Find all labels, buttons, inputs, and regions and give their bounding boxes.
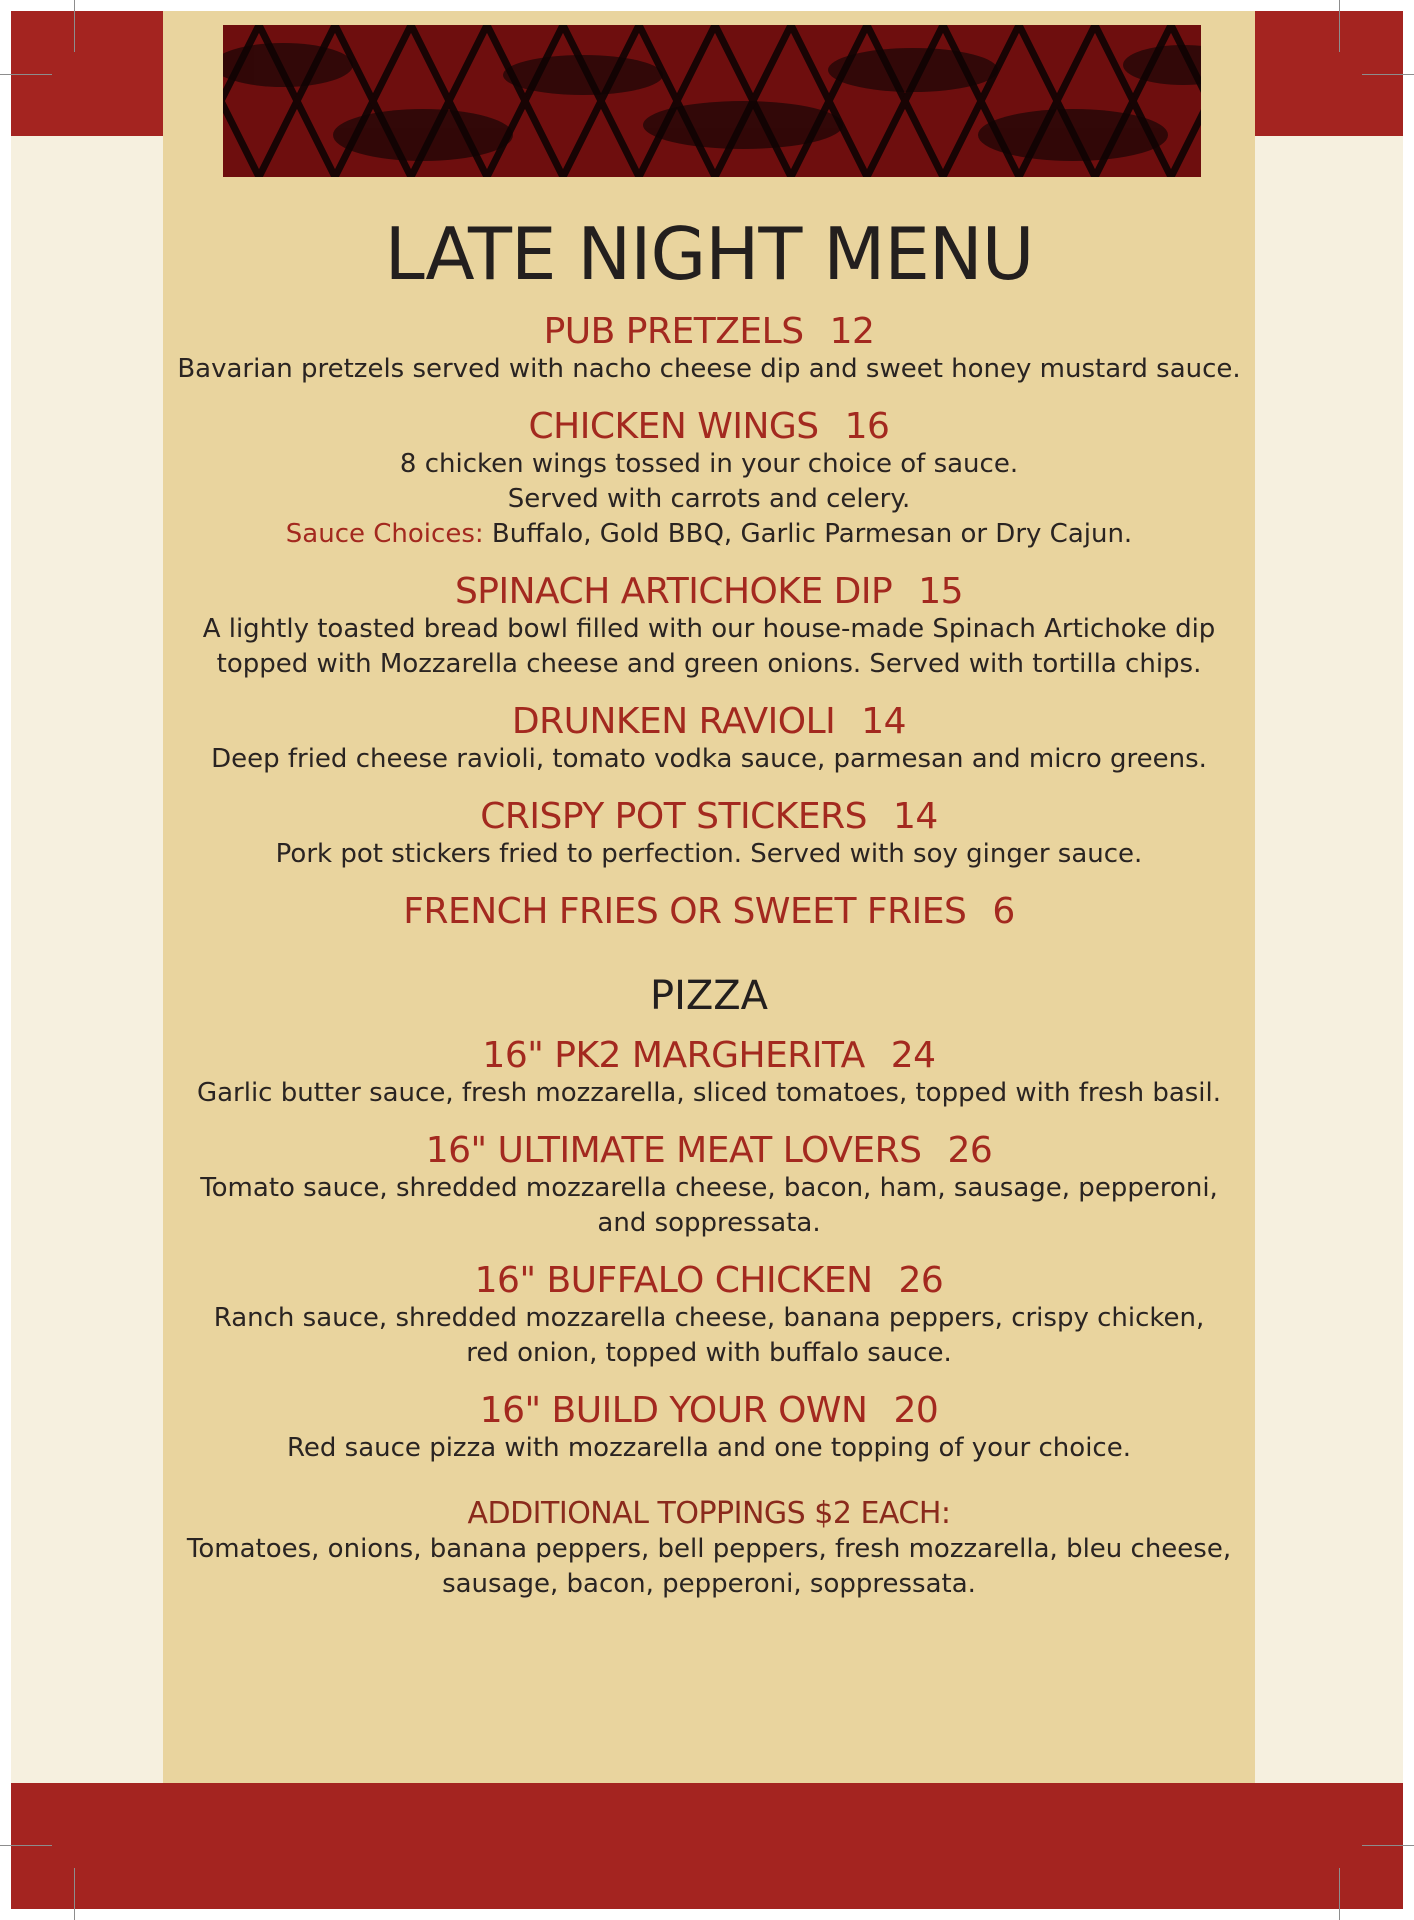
item-description: Ranch sauce, shredded mozzarella cheese, banana peppers, crispy chicken, xyxy=(213,1303,1205,1333)
item-name: 16" ULTIMATE MEAT LOVERS xyxy=(425,1130,922,1171)
crop-mark xyxy=(0,74,52,75)
item-heading xyxy=(163,1261,1255,1301)
item-name: CRISPY POT STICKERS xyxy=(480,796,867,837)
sauce-choices-text: Buffalo, Gold BBQ, Garlic Parmesan or Dry Cajun. xyxy=(483,519,1133,549)
item-heading xyxy=(163,1131,1255,1171)
item-price: 12 xyxy=(829,311,875,352)
menu-item-spinach-artichoke-dip xyxy=(163,572,1255,682)
sauce-choices xyxy=(163,517,1255,552)
item-description: and soppressata. xyxy=(597,1208,821,1238)
menu-item-pub-pretzels xyxy=(163,312,1255,387)
item-price: 15 xyxy=(918,571,964,612)
toppings-list: sausage, bacon, pepperoni, soppressata. xyxy=(442,1569,976,1599)
toppings-heading: ADDITIONAL TOPPINGS $2 EACH: xyxy=(467,1496,951,1531)
item-description: A lightly toasted bread bowl filled with our house-made Spinach Artichoke dip xyxy=(202,614,1216,644)
menu-item-drunken-ravioli xyxy=(163,702,1255,777)
item-description: Served with carrots and celery. xyxy=(507,484,911,514)
crop-mark xyxy=(1339,1868,1340,1920)
item-description: Red sauce pizza with mozzarella and one topping of your choice. xyxy=(287,1433,1131,1463)
item-description: Deep fried cheese ravioli, tomato vodka sauce, parmesan and micro greens. xyxy=(211,744,1207,774)
item-description: red onion, topped with buffalo sauce. xyxy=(466,1338,952,1368)
menu-content xyxy=(163,212,1255,1622)
item-heading xyxy=(163,572,1255,612)
item-heading xyxy=(163,1036,1255,1076)
item-description: 8 chicken wings tossed in your choice of sauce. xyxy=(399,449,1019,479)
item-name: 16" PK2 MARGHERITA xyxy=(482,1035,865,1076)
item-heading xyxy=(163,407,1255,447)
item-description: Tomato sauce, shredded mozzarella cheese, bacon, ham, sausage, pepperoni, xyxy=(200,1173,1218,1203)
pizza-section-heading: PIZZA xyxy=(649,973,769,1019)
sauce-choices-label: Sauce Choices: xyxy=(285,519,484,549)
item-price: 14 xyxy=(892,796,938,837)
item-heading xyxy=(163,797,1255,837)
item-name: 16" BUFFALO CHICKEN xyxy=(474,1260,873,1301)
item-name: FRENCH FRIES OR SWEET FRIES xyxy=(403,891,967,932)
menu-item-chicken-wings xyxy=(163,407,1255,552)
item-description: Garlic butter sauce, fresh mozzarella, sliced tomatoes, topped with fresh basil. xyxy=(196,1078,1222,1108)
menu-item-buffalo-chicken xyxy=(163,1261,1255,1371)
item-heading xyxy=(163,702,1255,742)
item-price: 24 xyxy=(890,1035,936,1076)
item-description: topped with Mozzarella cheese and green onions. Served with tortilla chips. xyxy=(216,649,1202,679)
menu-item-meat-lovers xyxy=(163,1131,1255,1241)
item-heading xyxy=(163,1391,1255,1431)
menu-item-build-your-own xyxy=(163,1391,1255,1466)
item-price: 14 xyxy=(861,701,907,742)
item-description: Bavarian pretzels served with nacho cheese dip and sweet honey mustard sauce. xyxy=(177,354,1241,384)
item-name: SPINACH ARTICHOKE DIP xyxy=(454,571,893,612)
item-name: CHICKEN WINGS xyxy=(528,406,819,447)
crop-mark xyxy=(1362,1845,1414,1846)
item-heading xyxy=(163,892,1255,932)
crop-mark xyxy=(1339,0,1340,52)
menu-item-margherita xyxy=(163,1036,1255,1111)
item-price: 6 xyxy=(992,891,1015,932)
item-name: DRUNKEN RAVIOLI xyxy=(511,701,836,742)
toppings-list: Tomatoes, onions, banana peppers, bell peppers, fresh mozzarella, bleu cheese, xyxy=(186,1534,1232,1564)
additional-toppings xyxy=(163,1496,1255,1602)
item-price: 16 xyxy=(844,406,890,447)
menu-title: LATE NIGHT MENU xyxy=(384,212,1034,296)
bottom-red-band xyxy=(11,1783,1403,1909)
menu-item-fries xyxy=(163,892,1255,932)
item-heading xyxy=(163,312,1255,352)
item-description: Pork pot stickers fried to perfection. Served with soy ginger sauce. xyxy=(275,839,1143,869)
item-name: PUB PRETZELS xyxy=(543,311,804,352)
item-price: 26 xyxy=(947,1130,993,1171)
crop-mark xyxy=(1362,74,1414,75)
item-price: 20 xyxy=(893,1390,939,1431)
crop-mark xyxy=(0,1845,52,1846)
menu-item-crispy-pot-stickers xyxy=(163,797,1255,872)
lattice-pattern-icon xyxy=(223,25,1201,177)
crop-mark xyxy=(74,1868,75,1920)
item-price: 26 xyxy=(898,1260,944,1301)
item-name: 16" BUILD YOUR OWN xyxy=(479,1390,868,1431)
crop-mark xyxy=(74,0,75,52)
